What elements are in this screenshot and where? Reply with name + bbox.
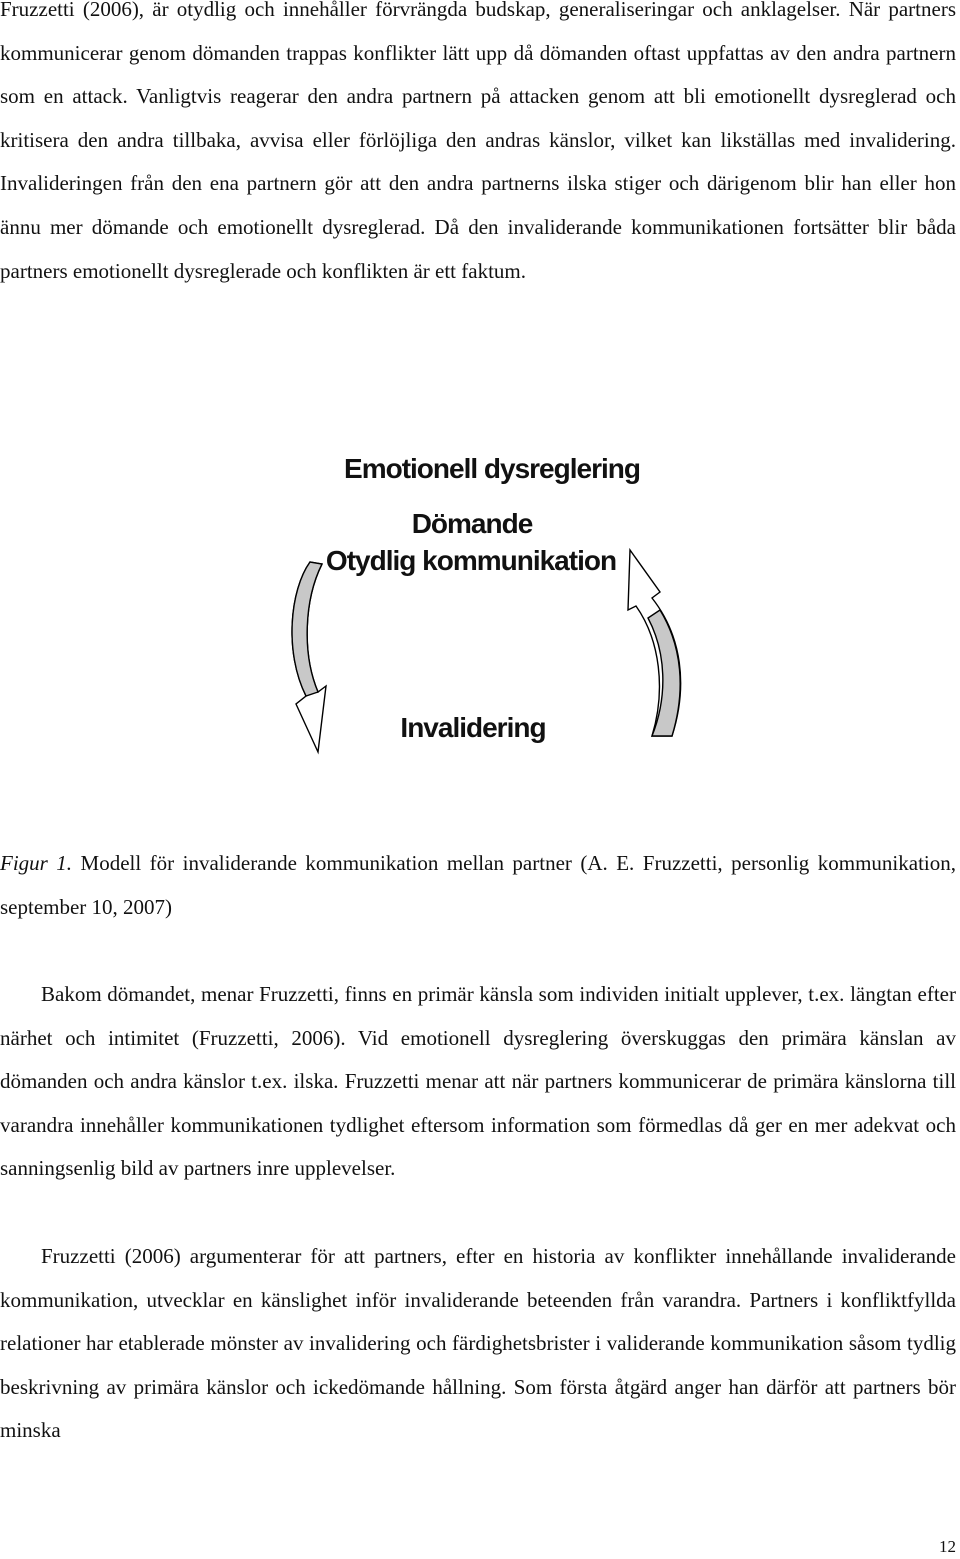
label-invalidation: Invalidering [400, 712, 546, 743]
figure-caption-text: Modell för invaliderande kommunikation mellan partner (A. E. Fruzzetti, personlig kommunikation, september 10, 2007) [0, 851, 956, 919]
paragraph-2: Bakom dömandet, menar Fruzzetti, finns en primär känsla som individen initialt upplever, t.ex. längtan efter närhet och intimitet (Fruzzetti, 2006). Vid emotionell dysreglering överskuggas den primära känslan av dömanden och andra känslor t.ex. ilska. Fruzzetti menar att när partners kommunicerar de primära känslorna till varandra innehåller kommunikationen tydlighet eftersom information som förmedlas då ger en mer adekvat och sanningsenlig bild av partners inre upplevelser. [0, 982, 956, 1181]
figure-caption-number: Figur 1. [0, 851, 73, 875]
model-diagram-svg [276, 440, 692, 770]
paragraph-3: Fruzzetti (2006) argumenterar för att partners, efter en historia av konflikter innehållande invaliderande kommunikation, utvecklar en känslighet inför invaliderande beteenden från varandra. Partners i konfliktfyllda relationer har etablerade mönster av invalidering och färdighetsbrister i validerande kommunikation såsom tydlig beskrivning av primära känslor och ickedömande hållning. Som första åtgärd anger han därför att partners bör minska [0, 1244, 956, 1443]
left-curved-arrow-icon [292, 562, 326, 752]
paragraph-1: Fruzzetti (2006), är otydlig och innehåller förvrängda budskap, generaliseringar och anklagelser. När partners kommunicerar genom dömanden trappas konflikter lätt upp då dömanden oftast uppfattas av den andra partnern som en attack. Vanligtvis reagerar den andra partnern på attacken genom att bli emotionellt dysreglerad och kritisera den andra tillbaka, avvisa eller förlöjliga den andras känslor, vilket kan likställas med invalidering. Invalideringen från den ena partnern gör att den andra partnerns ilska stiger och därigenom blir han eller hon ännu mer dömande och emotionellt dysreglerad. Då den invaliderande kommunikationen fortsätter blir båda partners emotionellt dysreglerade och konflikten är ett faktum. [0, 0, 956, 283]
label-judging: Dömande [411, 508, 533, 539]
figure-caption [0, 842, 956, 929]
label-emotional-dysregulation: Emotionell dysreglering [344, 453, 640, 484]
figure-model-diagram [276, 440, 692, 770]
right-curved-arrow-icon [628, 550, 681, 736]
label-unclear-communication: Otydlig kommunikation [325, 545, 617, 576]
page-number: 12 [939, 1537, 956, 1556]
